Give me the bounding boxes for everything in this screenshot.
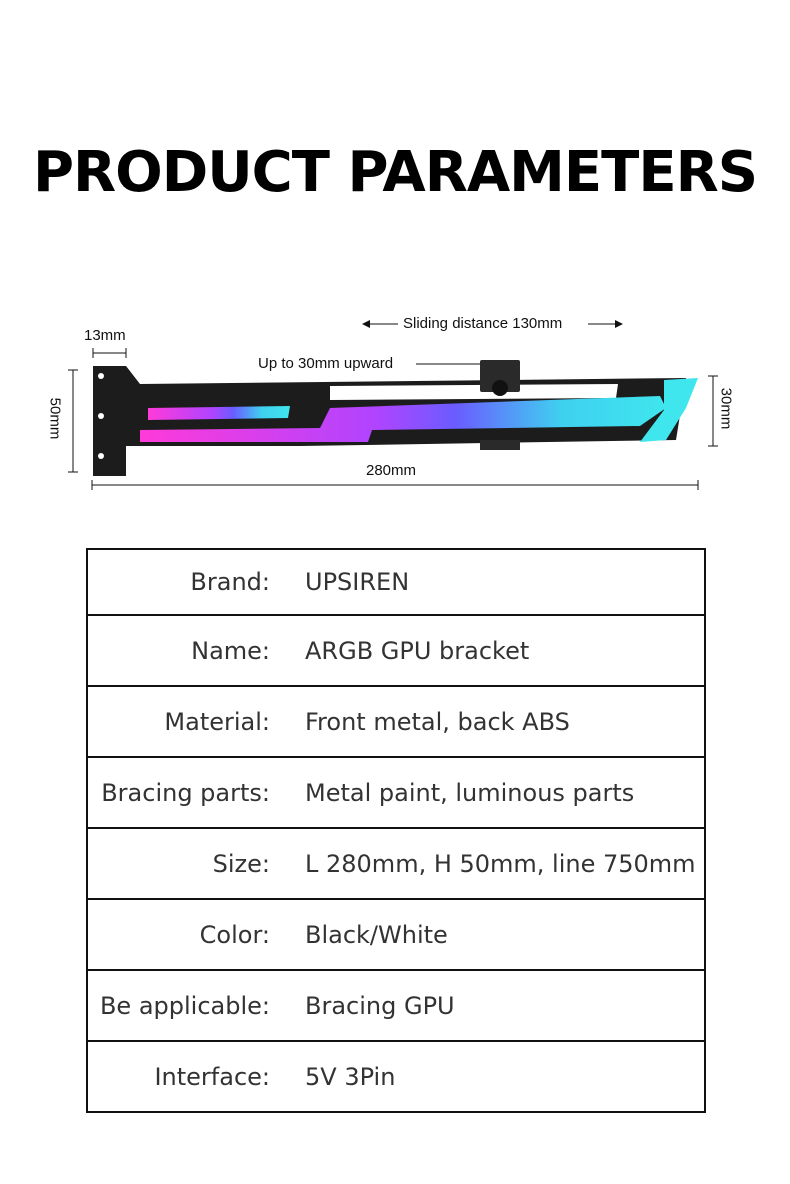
spec-value: Bracing GPU	[305, 991, 455, 1020]
spec-key: Color:	[199, 920, 270, 949]
width-dimension-label: 13mm	[84, 327, 126, 344]
spec-key: Material:	[164, 707, 270, 736]
spec-key: Interface:	[154, 1062, 270, 1091]
spec-value: Black/White	[305, 920, 448, 949]
page-title: PRODUCT PARAMETERS	[32, 140, 758, 205]
spec-key: Bracing parts:	[101, 778, 270, 807]
spec-row-bracing-parts	[88, 756, 704, 827]
spec-row-material	[88, 685, 704, 756]
spec-table	[86, 548, 706, 1113]
spec-value: L 280mm, H 50mm, line 750mm	[305, 849, 696, 878]
spec-key: Brand:	[190, 568, 270, 596]
right-height-dimension-label: 30mm	[717, 387, 735, 430]
sliding-distance-label: Sliding distance 130mm	[403, 315, 563, 332]
spec-key: Size:	[212, 849, 270, 878]
spec-value: ARGB GPU bracket	[305, 636, 530, 665]
spec-row-color	[88, 898, 704, 969]
spec-row-brand	[88, 550, 704, 614]
spec-value: Metal paint, luminous parts	[305, 778, 635, 807]
spec-value: UPSIREN	[305, 568, 410, 596]
spec-row-applicable	[88, 969, 704, 1040]
spec-row-interface	[88, 1040, 704, 1111]
upward-label: Up to 30mm upward	[258, 355, 394, 372]
spec-value: Front metal, back ABS	[305, 707, 570, 736]
spec-row-size	[88, 827, 704, 898]
bracket-diagram	[0, 300, 790, 510]
height-dimension-label: 50mm	[46, 397, 64, 440]
spec-key: Be applicable:	[99, 991, 270, 1020]
length-dimension-label: 280mm	[366, 462, 417, 479]
spec-value: 5V 3Pin	[305, 1062, 396, 1091]
spec-row-name	[88, 614, 704, 685]
spec-key: Name:	[191, 636, 270, 665]
